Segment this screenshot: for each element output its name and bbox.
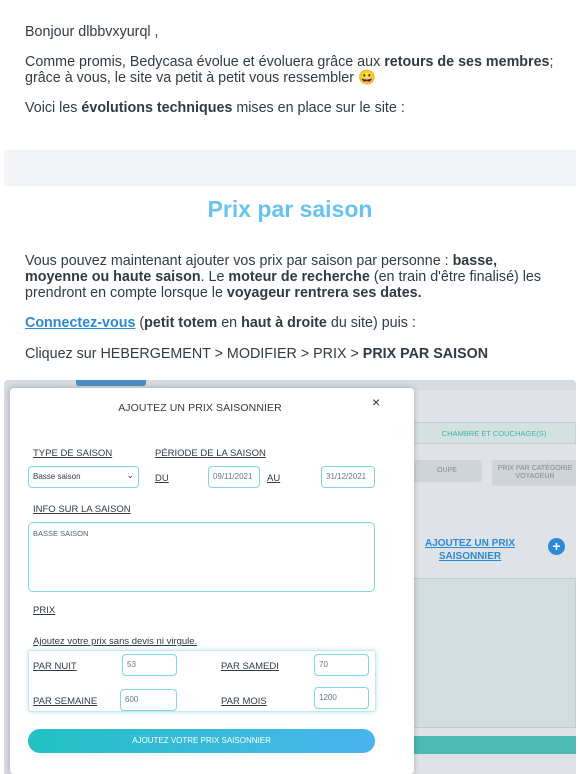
section-title: Prix par saison — [207, 196, 373, 222]
per-month-input[interactable]: 1200 — [314, 687, 369, 709]
evo-text: Voici les — [25, 100, 82, 116]
price-label: PRIX — [33, 605, 56, 616]
chevron-down-icon: ⌄ — [126, 470, 134, 480]
season-type-label: TYPE DE SAISON — [33, 448, 113, 459]
evo-text-end: mises en place sur le site : — [232, 100, 405, 116]
season-type-value: Basse saison — [33, 472, 81, 481]
evolutions-paragraph — [25, 100, 555, 116]
totem-bold: petit totem — [144, 315, 218, 331]
section-divider — [4, 150, 576, 186]
connect-paragraph — [25, 315, 555, 331]
per-month-label: PAR MOIS — [221, 696, 267, 707]
intro-paragraph — [25, 54, 555, 86]
path-bold: PRIX PAR SAISON — [362, 346, 489, 362]
du-label: DU — [155, 473, 169, 484]
topbar-accent — [76, 380, 146, 386]
path-paragraph — [25, 346, 555, 362]
bg-room-header-label: CHAMBRE ET COUCHAGE(S) — [441, 429, 547, 438]
period-label: PÉRIODE DE LA SAISON — [155, 448, 266, 459]
per-saturday-input[interactable]: 70 — [314, 654, 369, 676]
season-text-2: . Le — [200, 269, 229, 285]
bg-bottom-bar — [412, 736, 576, 754]
au-label: AU — [267, 473, 281, 484]
per-saturday-label: PAR SAMEDI — [221, 661, 279, 672]
season-info-textarea[interactable]: BASSE SAISON — [28, 522, 375, 592]
intro-bold: retours de ses membres — [384, 54, 550, 70]
path-text: Cliquez sur HEBERGEMENT > MODIFIER > PRIX > — [25, 346, 363, 362]
close-icon[interactable]: × — [372, 394, 381, 410]
connect-link[interactable]: Connectez-vous — [25, 315, 136, 331]
bg-group-button: OUPE — [412, 460, 482, 482]
connect-text-3: du site) puis : — [326, 315, 416, 331]
end-date-input[interactable]: 31/12/2021 — [321, 466, 375, 488]
price-hint: Ajoutez votre prix sans devis ni virgule. — [33, 636, 198, 647]
bg-season-list — [412, 578, 576, 728]
per-night-label: PAR NUIT — [33, 661, 77, 672]
add-season-price-button[interactable]: AJOUTEZ VOTRE PRIX SAISONNIER — [28, 729, 375, 753]
connect-text: ( — [135, 315, 145, 331]
search-engine-bold: moteur de recherche — [228, 269, 370, 285]
season-text: Vous pouvez maintenant ajouter vos prix par saison par personne : — [25, 253, 453, 269]
season-paragraph — [25, 253, 555, 301]
start-date-input[interactable]: 09/11/2021 — [208, 466, 260, 488]
bg-room-header — [412, 422, 576, 444]
intro-text: Comme promis, Bedycasa évolue et évoluera grâce aux — [25, 54, 385, 70]
season-price-modal — [10, 388, 414, 774]
traveller-bold: voyageur rentrera ses dates. — [226, 285, 422, 301]
greeting: Bonjour dlbbvxyurql , — [25, 24, 159, 40]
per-week-input[interactable]: 600 — [120, 689, 177, 711]
per-week-label: PAR SEMAINE — [33, 696, 98, 707]
connect-text-2: en — [217, 315, 242, 331]
bg-category-button: PRIX PAR CATÉGORIE VOYAGEUR — [492, 460, 576, 486]
top-right-bold: haut à droite — [241, 315, 327, 331]
per-night-input[interactable]: 53 — [122, 654, 177, 676]
season-text-3: (en train d'être finalisé) les prendront en compte lorsque le — [25, 269, 542, 301]
season-type-select[interactable] — [28, 466, 139, 488]
evo-bold: évolutions techniques — [81, 100, 233, 116]
season-bold: basse, moyenne ou haute saison — [25, 253, 498, 285]
plus-circle-icon: + — [548, 538, 565, 555]
bg-add-season-link: AJOUTEZ UN PRIX SAISONNIER — [424, 538, 515, 562]
modal-title: AJOUTEZ UN PRIX SAISONNIER — [118, 402, 282, 414]
intro-text-end: ; grâce à vous, le site va petit à petit vous ressembler 😀 — [25, 54, 554, 86]
season-info-label: INFO SUR LA SAISON — [33, 504, 131, 515]
